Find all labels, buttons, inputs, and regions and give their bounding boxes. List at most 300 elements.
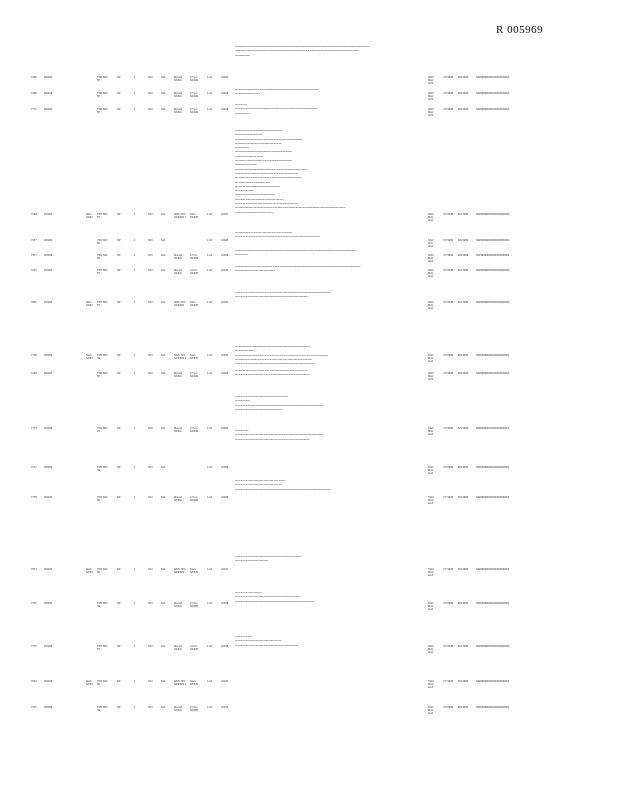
record-number: W0034 <box>44 680 53 683</box>
record-length: 1.04 <box>207 568 213 571</box>
sequence-block <box>235 250 425 259</box>
sequence-line: NAMNMNNNMMNNAANNMANNNANAMNNNANMMNNNAAANNANMMNNNANMNNNNMNNNNNANNANNNNNANNMN <box>235 50 360 53</box>
record-accession: NW99999000000000000000 <box>476 645 510 648</box>
record-method: Monod N/NNo <box>174 269 182 275</box>
record-method: Monod N/NNo <box>174 645 182 651</box>
record-length: 1.04 <box>207 269 213 272</box>
record-row-number: 7727 <box>31 706 37 709</box>
record-extra: N/A <box>161 354 166 357</box>
sequence-block <box>235 636 425 649</box>
record-accession: NW99999000000000000000 <box>476 301 510 304</box>
record-length: 1.04 <box>207 254 213 257</box>
record-ref: NAN Mutt aroll <box>428 269 434 278</box>
sequence-block <box>235 89 425 98</box>
record-row-number: 7717 <box>31 466 37 469</box>
record-mm: N/N <box>148 680 153 683</box>
record-ref: NAN Mutt aroll <box>428 680 434 689</box>
record-id: L0038 <box>221 602 229 605</box>
sequence-block <box>235 396 425 413</box>
record-count: 1 <box>134 301 136 304</box>
sequence-line: NNNNNNNNNN <box>235 636 252 638</box>
record-accession: NW99999000000000000000 <box>476 568 510 571</box>
record-count: 1 <box>134 239 136 242</box>
record-count: 1 <box>134 427 136 430</box>
record-percent: 75% N/N 65 <box>97 427 108 433</box>
record-count: 1 <box>134 372 136 375</box>
record-np: NP <box>117 354 121 357</box>
record-count: 1 <box>134 108 136 111</box>
record-number: W0015 <box>44 92 53 95</box>
sequence-line: NNNNNNNNNNNNNNNNNNNNNNNNNNNMNNNNNNNNNNNNNNNNNNNN <box>235 363 315 366</box>
record-length: 1.04 <box>207 427 213 430</box>
sequence-line: NNNAANNNNNNNNANNNNNNNNNNNNNNNNNAAAA <box>235 232 293 234</box>
sequence-line: NNNNNNNNNNMNNNNMMNNNNNNNNNNNNNNNNNNNNNNNNNNMNNNNMMMMNNNN <box>235 292 330 294</box>
record-row-number: 7778 <box>31 496 37 499</box>
sequence-line: NNNNNNNNNNNNNNNNNNNNNNNNNNNNNNNNNNNNNNNNNNNNNNNNNNNNN <box>235 434 323 437</box>
record-mm: N/N <box>148 92 153 95</box>
record-count: 1 <box>134 254 136 257</box>
record-method: NNN 70% N/NNNN <box>174 301 186 307</box>
record-number: W0023 <box>44 239 53 242</box>
record-date-1: 7/7/1999 <box>443 269 454 272</box>
sequence-line: NAAANNMNNNNMMNNNNNNMNNNNNMNNNNNNNNNNNMNNNNNNMNNNMNNNMNNNNNNMNNNNNNNNNNMNMN <box>235 266 361 268</box>
record-number: W0027 <box>44 372 53 375</box>
record-id: L0035 <box>221 466 229 469</box>
record-accession: NW99999000000000000000 <box>476 213 510 216</box>
sequence-line: NNNNNNNNNNNNNNNNNNNNNNNNNNNNNNNN <box>235 396 289 398</box>
record-row-number: 7776 <box>31 645 37 648</box>
table-row <box>0 76 618 88</box>
record-accession: NW99999000000000000000 <box>476 254 510 257</box>
record-accession: NW99999000000000000000 <box>476 602 510 605</box>
sequence-line: NAANNNMNMNMMMNNNMNNMNNNNMNNMMNMNMNNN <box>235 172 298 175</box>
sequence-line: NNNNNNNNNNNNNNNNNNNNNNNNNNNN <box>235 484 282 487</box>
sequence-line: NNNNNNNNNNNNNNNNNNNNNNNNNNNNN <box>235 408 284 411</box>
sequence-line: NMNNMMNNNNMNNNNMNNMNNMM <box>235 194 276 197</box>
record-count: 1 <box>134 354 136 357</box>
record-count: 1 <box>134 568 136 571</box>
record-number: W0022 <box>44 213 53 216</box>
record-extra: N/A <box>161 602 166 605</box>
record-accession: NW99999000000000000000 <box>476 269 510 272</box>
record-np: NP <box>117 645 121 648</box>
record-percent: 75% N/N 65 <box>97 496 108 502</box>
record-ref: NAN Mutt aroll <box>428 568 434 577</box>
record-extra: N/A <box>161 239 166 242</box>
record-id: L0025 <box>221 92 229 95</box>
record-date-1: 7/7/1999 <box>443 706 454 709</box>
record-count: 1 <box>134 466 136 469</box>
record-date-1: 7/7/1999 <box>443 301 454 304</box>
record-date-2: 8/3/1999 <box>458 372 469 375</box>
record-extra: N/A <box>161 496 166 499</box>
record-length: 1.04 <box>207 76 213 79</box>
record-np: NP <box>117 706 121 709</box>
sequence-line: NNNNNNNN <box>235 430 249 432</box>
sequence-line: NNNMNNNNMNNNNNMNNNNNNNMMNNNMMMNNM <box>235 160 293 163</box>
record-method: NNN 70% N/NNNN <box>174 568 186 574</box>
sequence-line: NNNNNNNNNNNNNNNN <box>235 592 262 594</box>
record-count: 1 <box>134 680 136 683</box>
record-factor: Noth N/NNN <box>190 568 199 574</box>
record-id: L0026 <box>221 108 229 111</box>
sequence-line: NNNNNMNNNNNNNNNNNNNNNNNNNNNNNNMNNNNNNNNNNNNNNNNNNNNNN <box>235 404 324 407</box>
record-method: Monod N/NNo <box>174 427 182 433</box>
page-id: R 005969 <box>496 24 544 36</box>
record-ref: NAN Mutt aroll <box>428 602 434 611</box>
record-length: 1.04 <box>207 354 213 357</box>
sequence-line: NNNNNNNNNNNNNNNNNNNNNNNNNNNNNNNNNNNNNNNNNNNNNNNN <box>235 600 315 603</box>
record-percent: 75% N/N 65 <box>97 568 108 574</box>
record-percent: 75% N/N 65 <box>97 466 108 472</box>
record-extra: N/A <box>161 269 166 272</box>
record-accession: NW99999000000000000000 <box>476 706 510 709</box>
record-id: L0024 <box>221 76 229 79</box>
sequence-line: NNNMNNNMNNNNMNNNNNNNNNMNNNNNMNNNNNNNNNNNNNNNNNMNNNNNMNN <box>235 354 329 357</box>
record-date-2: 8/3/1999 <box>458 354 469 357</box>
sequence-line: NNNNNNNNNNNNNNNNNNNNNNNNNNNNNNNNNNNNNN <box>235 644 299 647</box>
record-extra: N/A <box>161 254 166 257</box>
record-percent: 75% N/N 65 <box>97 254 108 260</box>
record-count: 1 <box>134 706 136 709</box>
record-factor: Noth N/NNN <box>190 354 199 360</box>
record-extra: N/A <box>161 706 166 709</box>
record-np: NP <box>117 239 121 242</box>
record-number: W0025 <box>44 301 53 304</box>
sequence-line: NNNAMNNNMNMMMNMMANNNMMAANNNMNNNMNNNAMNNNNNANNNNMM <box>235 89 320 91</box>
record-length: 1.04 <box>207 706 213 709</box>
record-date-2: 8/3/1999 <box>458 466 469 469</box>
record-length: 1.04 <box>207 496 213 499</box>
sequence-line: NNNNNNNNNNN <box>235 190 254 193</box>
record-row-number: 7773 <box>31 427 37 430</box>
sequence-line: NANNNMMNNMMMNANMNNMANNNMAMNNMNNNM <box>235 151 293 154</box>
record-method: NNN 70% N/NNNN 1 <box>174 354 187 360</box>
sequence-line: NNNNNNNNNNNNNNNNNNNNNNNNNNNNNN <box>235 480 285 482</box>
record-np: NP <box>117 92 121 95</box>
record-date-1: 7/7/1999 <box>443 254 454 257</box>
record-date-2: 8/3/1999 <box>458 706 469 709</box>
record-length: 1.04 <box>207 108 213 111</box>
sequence-line: NNNAANNNN <box>235 54 250 57</box>
record-group: Noth N/NN <box>86 301 93 307</box>
record-np: NP <box>117 76 121 79</box>
sequence-line: NNNAAANNMMNNNAN <box>235 93 260 96</box>
record-date-2: 8/3/1999 <box>458 239 469 242</box>
record-method: Monod N/NNo <box>174 76 182 82</box>
record-date-2: 8/3/1999 <box>458 213 469 216</box>
record-factor: 4 Turn N/NNN <box>190 269 199 275</box>
sequence-line: NNNNNNNNNNNAMNMMMNNMMMANNNMNNNMNAMANMNNNNN <box>235 168 307 171</box>
record-date-2: 8/3/1999 <box>458 76 469 79</box>
record-method: Monod N/NNo <box>174 602 182 608</box>
sequence-line: NNNNMNNNNNNANNNMNNNNNNNNNMNNN <box>235 198 284 201</box>
record-number: W0029 <box>44 466 53 469</box>
record-date-2: 8/3/1999 <box>458 496 469 499</box>
record-mm: N/N <box>148 254 153 257</box>
record-length: 1.04 <box>207 680 213 683</box>
sequence-line: NNNNNNNN <box>235 254 249 257</box>
record-accession: NW99999000000000000000 <box>476 466 510 469</box>
record-date-1: 7/7/1999 <box>443 568 454 571</box>
record-length: 1.04 <box>207 213 213 216</box>
record-count: 1 <box>134 496 136 499</box>
record-id: L0029 <box>221 254 229 257</box>
record-mm: N/N <box>148 213 153 216</box>
record-mm: N/N <box>148 427 153 430</box>
record-id: L0037 <box>221 568 229 571</box>
record-group: Noth N/NN <box>86 354 93 360</box>
record-factor: Noth N/NNN <box>190 301 199 307</box>
record-ref: NAN Mutt aroll <box>428 645 434 654</box>
record-number: W0024 <box>44 108 53 111</box>
record-count: 1 <box>134 213 136 216</box>
record-extra: N/A <box>161 92 166 95</box>
record-np: NP <box>117 213 121 216</box>
record-accession: NW99999000000000000000 <box>476 680 510 683</box>
sequence-line: NNNAANNNNNNN <box>235 350 255 353</box>
record-factor: 4 Turn N/NNN <box>190 645 199 651</box>
record-mm: N/N <box>148 496 153 499</box>
record-method: Monod N/NNo <box>174 254 182 260</box>
record-accession: NW99999000000000000000 <box>476 239 510 242</box>
record-percent: 75% N/N 65 <box>97 239 108 245</box>
sequence-block <box>235 480 425 493</box>
record-ref: NAN Mutt aroll <box>428 76 434 85</box>
record-percent: 75% N/N 65 <box>97 372 108 378</box>
sequence-line: NNNNNNNNNNNNNNNNNNNNNNNNNNNNNNNNNNNNNNNNNNNNN <box>235 438 310 441</box>
table-row <box>0 466 618 478</box>
record-row-number: 7407 <box>31 269 37 272</box>
record-extra: N/A <box>161 568 166 571</box>
record-id: L0031 <box>221 301 229 304</box>
record-row-number: 7377 <box>31 239 37 242</box>
record-ref: NAN Mutt aroll <box>428 372 434 381</box>
record-mm: N/N <box>148 466 153 469</box>
record-factor: 4 Turn N/NNN <box>190 254 199 260</box>
record-ref: NAN Mutt aroll <box>428 92 434 101</box>
record-id: L0030 <box>221 269 229 272</box>
sequence-line: NNNNNNNNNNNNNNNNNNNNNNNNNNNNNNNNNNNNNNNNNNNNN <box>235 374 310 377</box>
sequence-line: NNNNNNNNNNNNNNMNNNNNNNNNNNNNNNNNNNNNNNNNNNNNNNNNNNN <box>235 236 320 239</box>
record-group: Noth N/NN <box>86 213 93 219</box>
record-date-2: 8/3/1999 <box>458 602 469 605</box>
record-row-number: 7772 <box>31 108 37 111</box>
record-ref: NAN Mutt aroll <box>428 496 434 505</box>
record-date-1: 7/7/1999 <box>443 496 454 499</box>
record-method: Monod N/NNo <box>174 706 182 712</box>
sequence-line: NNNNNAMNNNNMMNNN <box>235 134 263 137</box>
record-date-2: 8/3/1999 <box>458 645 469 648</box>
record-factor: 4 Turn N/NNN <box>190 602 199 608</box>
record-number: W0024 <box>44 76 53 79</box>
record-length: 1.04 <box>207 466 213 469</box>
sequence-block <box>235 346 425 367</box>
record-percent: 75% N/N 65 <box>97 92 108 98</box>
sequence-line: NNNAANNNNMNNMNANNMNNNMNNNNMNNNMNMMMNNNMNNNNMNNMMNNNNNMNMMNNNNNNM <box>235 207 346 210</box>
record-date-1: 7/7/1999 <box>443 645 454 648</box>
record-row-number: 7802 <box>31 301 37 304</box>
record-np: NP <box>117 466 121 469</box>
record-count: 1 <box>134 602 136 605</box>
record-row-number: 7462 <box>31 372 37 375</box>
sequence-line: NNNNNNNNNNNNNNNNNNNNNNNNNNNNNNNNNNNNNNNNNNNN <box>235 296 308 299</box>
record-factor: 4 Turn N/NNN <box>190 92 199 98</box>
record-ref: NAN Mutt aroll <box>428 254 434 263</box>
sequence-line: NAAANNNNNMNNNNMMNNMNNNMNNNNNMNNMNNNNNNMNNNNMNNNNNMNNNNNMNNNNMNNNNMNMNNN <box>235 250 356 252</box>
record-mm: N/N <box>148 602 153 605</box>
record-percent: 75% N/N 65 <box>97 602 108 608</box>
record-row-number: 7810 <box>31 680 37 683</box>
record-id: L0033 <box>221 372 229 375</box>
record-id: L0032 <box>221 354 229 357</box>
record-percent: 75% N/N 65 <box>97 213 108 219</box>
record-number: W0031 <box>44 568 53 571</box>
table-row <box>0 301 618 313</box>
sequence-line: NNNAANNNN <box>235 112 250 115</box>
record-length: 1.04 <box>207 645 213 648</box>
record-factor: Noth N/NNN <box>190 213 199 219</box>
record-ref: NAN Mutt aroll <box>428 427 434 436</box>
record-group: Noth N/NN <box>86 568 93 574</box>
sequence-block <box>235 292 425 301</box>
record-extra: N/A <box>161 372 166 375</box>
record-number: W0024 <box>44 269 53 272</box>
record-factor: 4 Turn N/NNN <box>190 706 199 712</box>
record-date-2: 8/3/1999 <box>458 301 469 304</box>
record-row-number: 7306 <box>31 76 37 79</box>
record-date-1: 7/7/1999 <box>443 602 454 605</box>
sequence-line: NNNMNNNMNMNNNNNMNNNNNNNNNNNNNNNNNNNNNNNMNNN <box>235 370 308 372</box>
record-row-number: 7871 <box>31 568 37 571</box>
record-date-2: 8/3/1999 <box>458 568 469 571</box>
record-id: L0041 <box>221 706 229 709</box>
record-extra: N/A <box>161 645 166 648</box>
record-method: Monod N/NNo <box>174 108 182 114</box>
sequence-line: NNNMNNNMNNNNNNNNNNNNMNNNNNNNNNNNNNNNNNNNNNNNN <box>235 346 311 348</box>
record-extra: N/A <box>161 466 166 469</box>
record-mm: N/N <box>148 108 153 111</box>
record-mm: N/N <box>148 372 153 375</box>
record-count: 1 <box>134 76 136 79</box>
record-mm: N/N <box>148 301 153 304</box>
record-length: 1.04 <box>207 301 213 304</box>
record-np: NP <box>117 680 121 683</box>
record-number: W0033 <box>44 645 53 648</box>
record-extra: N/A <box>161 301 166 304</box>
record-date-2: 8/3/1999 <box>458 92 469 95</box>
record-row-number: 7377 <box>31 254 37 257</box>
record-accession: NW99999000000000000000 <box>476 354 510 357</box>
record-number: W0035 <box>44 706 53 709</box>
record-row-number: 7396 <box>31 92 37 95</box>
record-id: L0039 <box>221 645 229 648</box>
record-ref: NAN Mutt aroll <box>428 706 434 715</box>
record-length: 1.04 <box>207 372 213 375</box>
record-date-1: 7/7/1999 <box>443 76 454 79</box>
record-count: 1 <box>134 92 136 95</box>
sequence-line: NNNAANNNNMNNMNANN <box>235 155 264 158</box>
sequence-line: NAANNNNNMNNMMNNAMNNNNNNNNNAA <box>235 130 282 132</box>
record-id: L0040 <box>221 680 229 683</box>
record-np: NP <box>117 496 121 499</box>
sequence-line: NNNAANNMNNNNAMNANNMMNNNNAMNMNMNNNNNANAAMANANMMNNN <box>235 108 318 111</box>
record-extra: N/A <box>161 76 166 79</box>
record-percent: 75% N/N 65 <box>97 76 108 82</box>
record-mm: N/N <box>148 269 153 272</box>
record-date-1: 7/7/1999 <box>443 92 454 95</box>
sequence-line: NNNNNNNNNNNNNNNNNNNNNNNNNNNNNNNNNNNNNNNN <box>235 556 302 558</box>
table-row <box>0 496 618 508</box>
record-factor: 4 Turn N/NNN <box>190 496 199 502</box>
record-np: NP <box>117 427 121 430</box>
sequence-block <box>235 104 425 117</box>
sequence-line: NNNNNNNNNNNNNNNNNNNNNNNNNNNNNNNNNNNNNNN <box>235 596 300 599</box>
record-accession: NW99999000000000000000 <box>476 496 510 499</box>
record-factor: 4 Turn N/NNN <box>190 76 199 82</box>
sequence-line: NNMMMNNNNNNNMMNNNAMNNNNANNMNMMNNMANNMMM <box>235 138 303 141</box>
record-number: W0026 <box>44 354 53 357</box>
record-np: NP <box>117 269 121 272</box>
record-id: L0034 <box>221 427 229 430</box>
sequence-block <box>235 232 425 241</box>
sequence-line: NMMMMNNNNMMM <box>235 164 257 167</box>
record-count: 1 <box>134 645 136 648</box>
record-group: Noth N/NN <box>86 680 93 686</box>
record-percent: 75% N/N 65 <box>97 301 108 307</box>
record-date-2: 8/3/1999 <box>458 108 469 111</box>
sequence-line: NNNNNNNNNNNNNNNNNNNNNNNNNNNNNNNNNNNNNNNNNNNNNNNNNNNNNNNNNN <box>235 488 332 491</box>
record-ref: NAN Mutt aroll <box>428 239 434 248</box>
table-row <box>0 706 618 718</box>
sequence-line: NNNMNNNNMNMNMNNNANMNMMNNNNM <box>235 142 282 145</box>
record-id: L0036 <box>221 496 229 499</box>
record-mm: N/N <box>148 239 153 242</box>
sequence-line: NNNNNNNNN <box>235 400 250 403</box>
record-mm: N/N <box>148 354 153 357</box>
record-number: W0028 <box>44 427 53 430</box>
record-factor: 4 Turn N/NNN <box>190 372 199 378</box>
record-mm: N/N <box>148 645 153 648</box>
record-number: W0023 <box>44 254 53 257</box>
sequence-line: NNNNNNN <box>235 104 247 106</box>
sequence-line: NNNMMNNMNNNNNNNNNNNNNNNNNNNNNNNNNNNNNNNNNNNNNN <box>235 358 313 361</box>
record-date-1: 7/7/1999 <box>443 108 454 111</box>
record-method: NNN 70% N/NNNN 1 <box>174 213 187 219</box>
record-method: Monod N/NNo <box>174 372 182 378</box>
sequence-line: NNNNNNNNNNNNNNNNNNNNNNNNNNNN <box>235 640 282 643</box>
record-mm: N/N <box>148 568 153 571</box>
record-factor: 4 Turn N/NNN <box>190 108 199 114</box>
record-accession: NW99999000000000000000 <box>476 92 510 95</box>
record-percent: 75% N/N 65 <box>97 680 108 686</box>
record-extra: N/A <box>161 427 166 430</box>
record-method: Monod N/NNo <box>174 496 182 502</box>
record-factor: Noth N/NNN <box>190 680 199 686</box>
record-percent: 75% N/N 65 <box>97 269 108 275</box>
table-row <box>0 680 618 692</box>
sequence-block <box>235 46 425 59</box>
sequence-block <box>235 556 425 565</box>
sequence-block <box>235 430 425 443</box>
record-accession: NW99999000000000000000 <box>476 108 510 111</box>
record-extra: N/A <box>161 680 166 683</box>
record-row-number: 7709 <box>31 354 37 357</box>
record-accession: NW99999000000000000000 <box>476 76 510 79</box>
record-date-1: 7/7/1999 <box>443 213 454 216</box>
record-np: NP <box>117 301 121 304</box>
record-length: 1.04 <box>207 239 213 242</box>
